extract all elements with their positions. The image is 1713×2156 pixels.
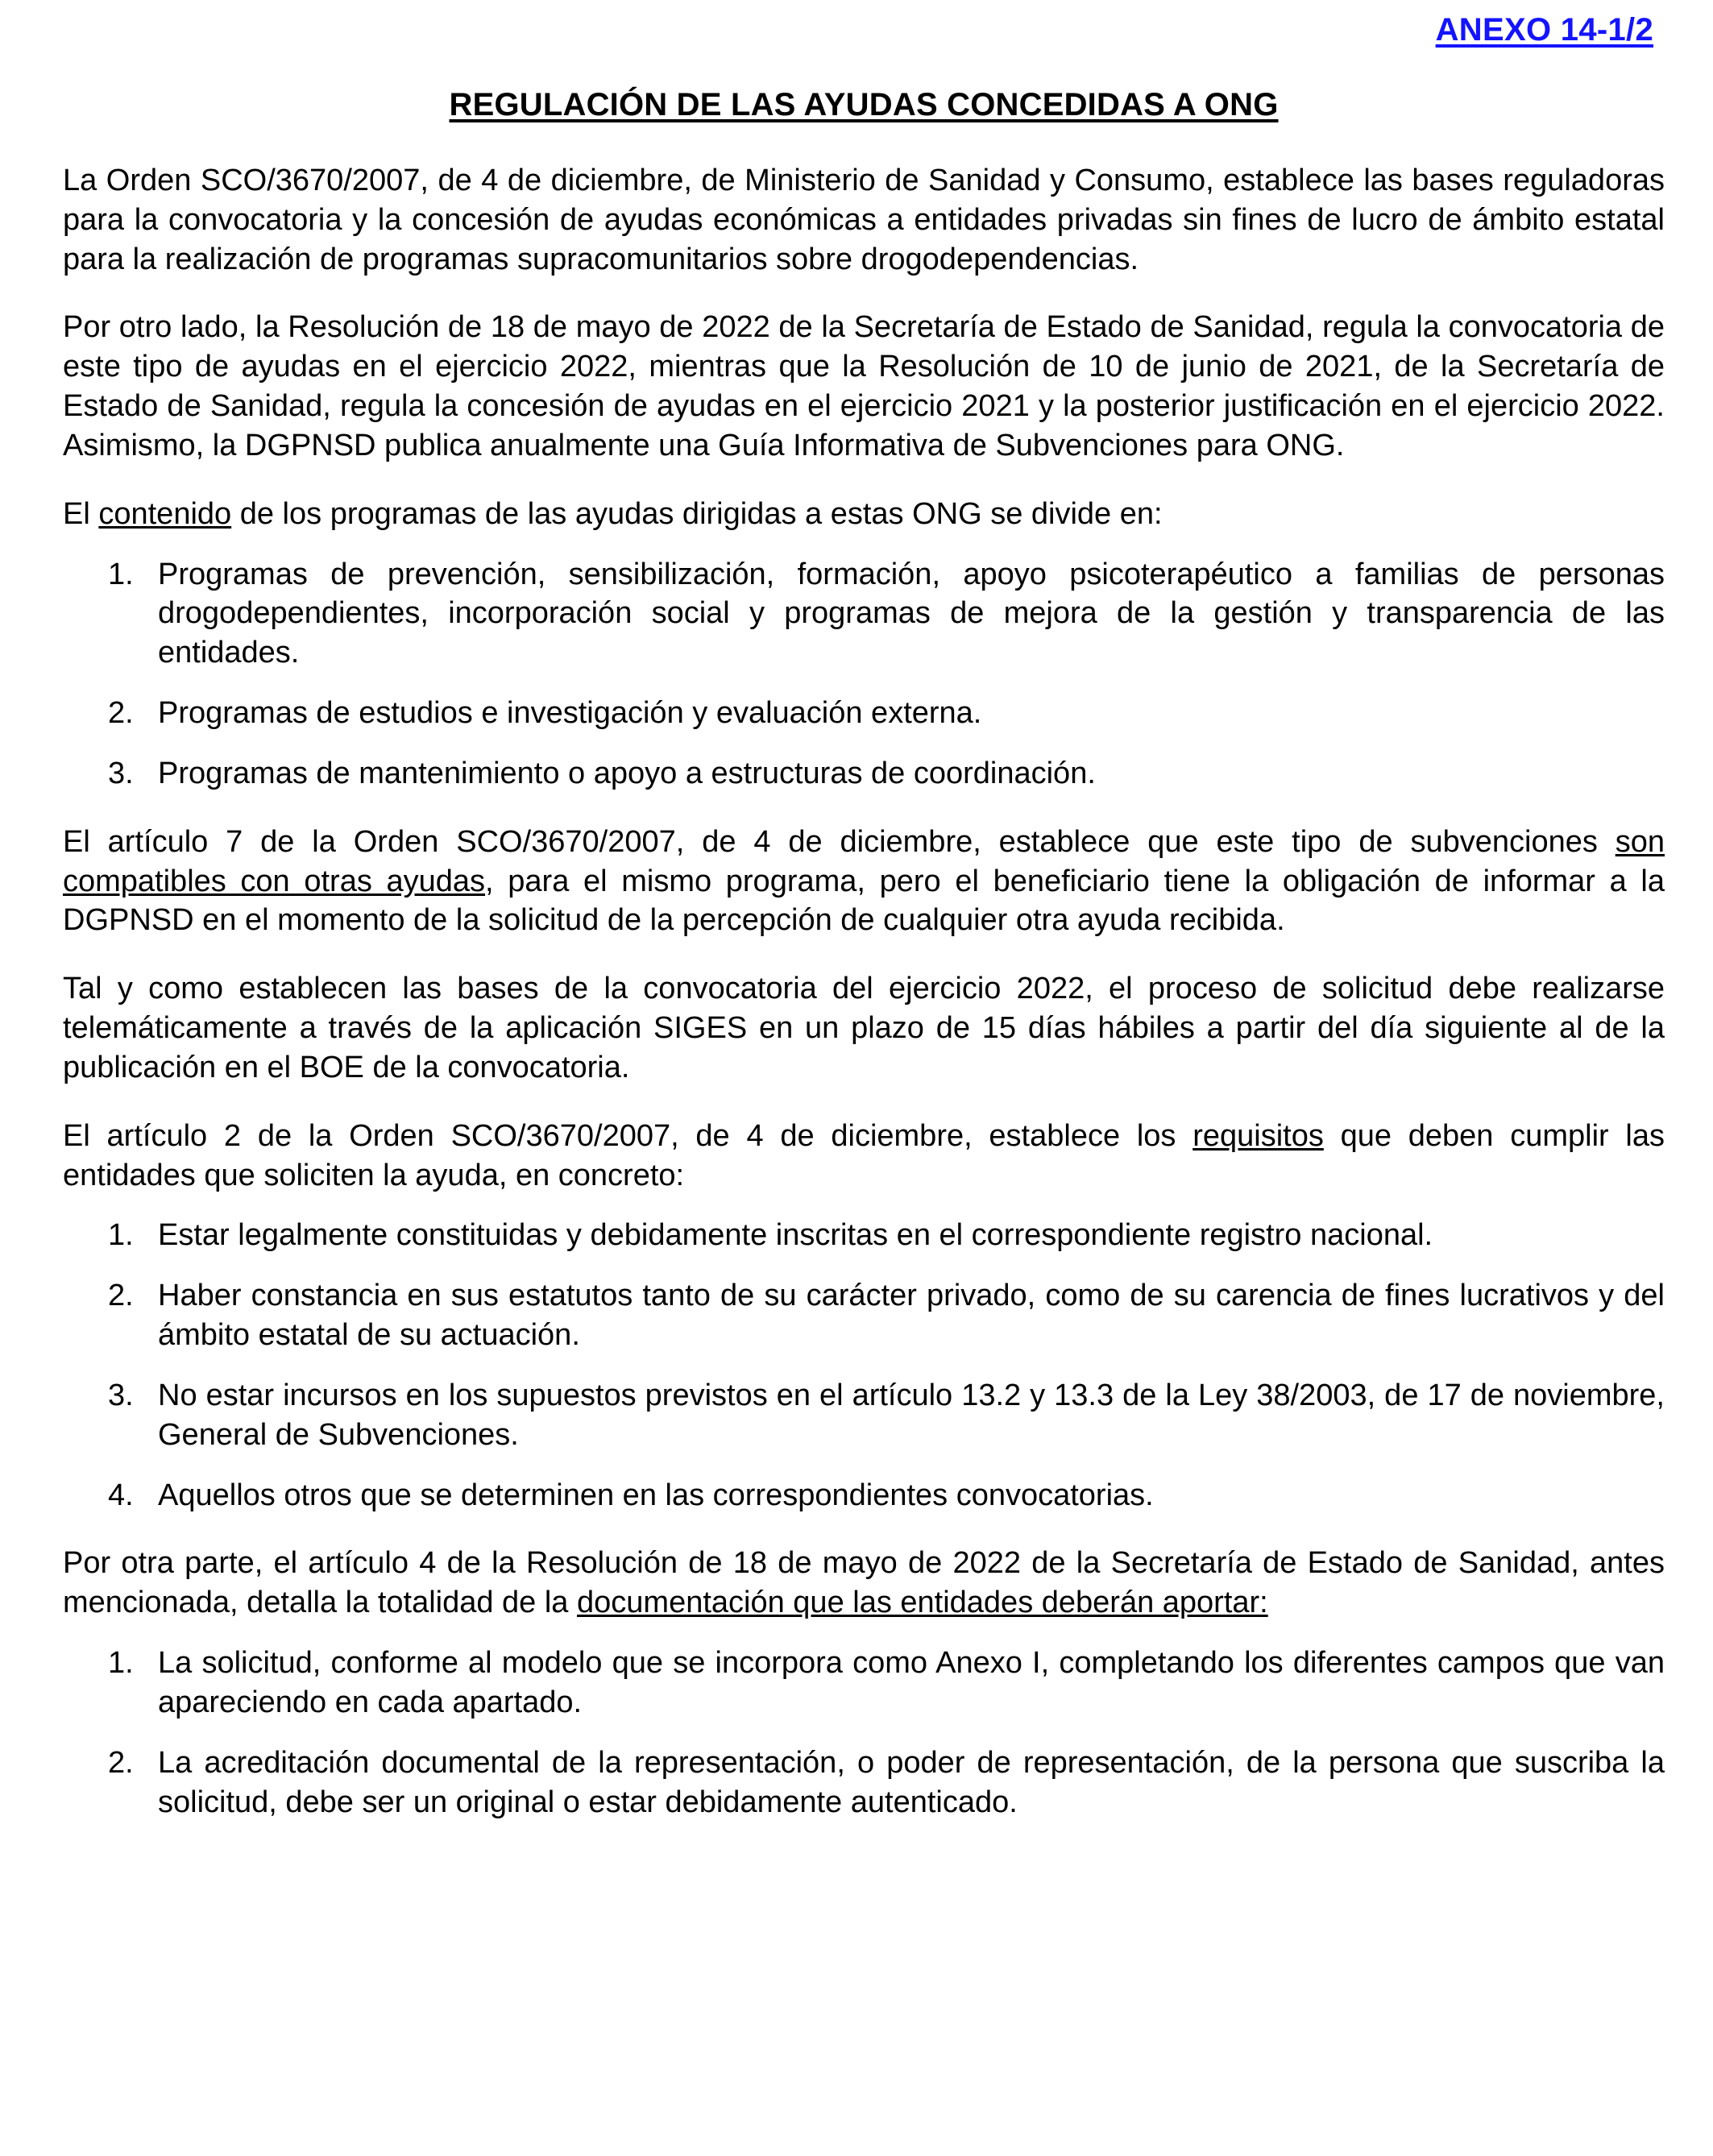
list-marker: 1.	[108, 557, 134, 591]
list-item-label: Haber constancia en sus estatutos tanto de su carácter privado, como de su carencia de fines lucrativos y del ámbito estatal de su actuación.	[158, 1279, 1665, 1353]
list-item	[63, 1276, 1665, 1355]
spacer	[63, 794, 1665, 823]
contenido-intro-pre: El	[63, 496, 99, 531]
list-item	[63, 1644, 1665, 1723]
spacer	[63, 466, 1665, 495]
articulo7-pre: El artículo 7 de la Orden SCO/3670/2007, de 4 de diciembre, establece que este tipo de subvenciones	[63, 824, 1616, 859]
list-marker: 1.	[108, 1646, 134, 1681]
articulo2-pre: El artículo 2 de la Orden SCO/3670/2007, de 4 de diciembre, establece los	[63, 1118, 1193, 1153]
contenido-underlined-term: contenido	[98, 496, 232, 531]
spacer	[63, 279, 1665, 308]
spacer	[63, 1195, 1665, 1216]
list-marker: 1.	[108, 1218, 134, 1253]
list-contenido-programas	[63, 555, 1665, 794]
paragraph-articulo-7	[63, 823, 1665, 940]
list-item	[63, 1476, 1665, 1515]
spacer	[63, 940, 1665, 969]
paragraph-documentacion	[63, 1544, 1665, 1623]
list-item-label: Programas de estudios e investigación y evaluación externa.	[158, 696, 982, 731]
paragraph-siges: Tal y como establecen las bases de la convocatoria del ejercicio 2022, el proceso de solicitud debe realizarse telemáticamente a través de la aplicación SIGES en un plazo de 15 días hábiles a partir del día siguiente al de la publicación en el BOE de la convocatoria.	[63, 972, 1665, 1084]
spacer	[63, 1088, 1665, 1117]
list-documentacion	[63, 1644, 1665, 1822]
list-item	[63, 1216, 1665, 1255]
articulo2-post: que deben cumplir las entidades que soliciten la ayuda, en concreto:	[63, 1118, 1665, 1192]
list-marker: 3.	[108, 756, 134, 790]
spacer	[63, 1623, 1665, 1644]
list-item-label: Aquellos otros que se determinen en las correspondientes convocatorias.	[158, 1478, 1154, 1512]
list-item	[63, 754, 1665, 794]
documentacion-pre: Por otra parte, el artículo 4 de la Resolución de 18 de mayo de 2022 de la Secretaría de Estado de Sanidad, antes mencionada, detalla la totalidad de la	[63, 1546, 1665, 1620]
list-item	[63, 1743, 1665, 1822]
list-marker: 3.	[108, 1378, 134, 1412]
annex-reference-header: ANEXO 14-1/2	[1435, 12, 1653, 48]
documentacion-underlined-term: documentación que las entidades deberán aportar:	[577, 1586, 1268, 1620]
requisitos-underlined-term: requisitos	[1192, 1118, 1324, 1153]
page-title: REGULACIÓN DE LAS AYUDAS CONCEDIDAS A ONG	[449, 87, 1279, 122]
articulo7-post: , para el mismo programa, pero el beneficiario tiene la obligación de informar a la DGPNSD en el momento de la solicitud de la percepción de cualquier otra ayuda recibida.	[63, 864, 1665, 938]
list-requisitos	[63, 1216, 1665, 1515]
list-item-label: La solicitud, conforme al modelo que se incorpora como Anexo I, completando los diferentes campos que van apareciendo en cada apartado.	[158, 1646, 1665, 1719]
paragraph-orden-sco: La Orden SCO/3670/2007, de 4 de diciembre, de Ministerio de Sanidad y Consumo, establece las bases reguladoras para la convocatoria y la concesión de ayudas económicas a entidades privadas sin fines de lucro de ámbito estatal para la realización de programas supracomunitarios sobre drogodependencias.	[63, 164, 1665, 276]
spacer	[63, 534, 1665, 555]
list-item-label: No estar incursos en los supuestos previstos en el artículo 13.2 y 13.3 de la Ley 38/2003, de 17 de noviembre, General de Subvenciones.	[158, 1378, 1665, 1452]
list-marker: 2.	[108, 1745, 134, 1780]
list-item	[63, 555, 1665, 673]
paragraph-articulo-2	[63, 1117, 1665, 1196]
contenido-intro-post: de los programas de las ayudas dirigidas a estas ONG se divide en:	[231, 496, 1163, 531]
list-item-label: Estar legalmente constituidas y debidamente inscritas en el correspondiente registro nacional.	[158, 1218, 1433, 1253]
list-marker: 2.	[108, 696, 134, 731]
list-item-label: Programas de prevención, sensibilización, formación, apoyo psicoterapéutico a familias de personas drogodependientes, incorporación social y programas de mejora de la gestión y transparencia de las entidades.	[158, 557, 1665, 670]
list-item-label: La acreditación documental de la representación, o poder de representación, de la persona que suscriba la solicitud, debe ser un original o estar debidamente autenticado.	[158, 1745, 1665, 1819]
list-marker: 4.	[108, 1478, 134, 1512]
list-item	[63, 1376, 1665, 1455]
list-marker: 2.	[108, 1279, 134, 1313]
paragraph-contenido-intro	[63, 495, 1665, 534]
list-item	[63, 694, 1665, 733]
paragraph-resolucion: Por otro lado, la Resolución de 18 de mayo de 2022 de la Secretaría de Estado de Sanidad, regula la convocatoria de este tipo de ayudas en el ejercicio 2022, mientras que la Resolución de 10 de junio de 2021, de la Secretaría de Estado de Sanidad, regula la concesión de ayudas en el ejercicio 2021 y la posterior justificación en el ejercicio 2022. Asimismo, la DGPNSD publica anualmente una Guía Informativa de Subvenciones para ONG.	[63, 310, 1665, 462]
compatibles-underlined-term: son compatibles con otras ayudas	[63, 824, 1665, 898]
list-item-label: Programas de mantenimiento o apoyo a estructuras de coordinación.	[158, 756, 1096, 790]
spacer	[63, 1515, 1665, 1544]
spacer	[63, 124, 1665, 161]
